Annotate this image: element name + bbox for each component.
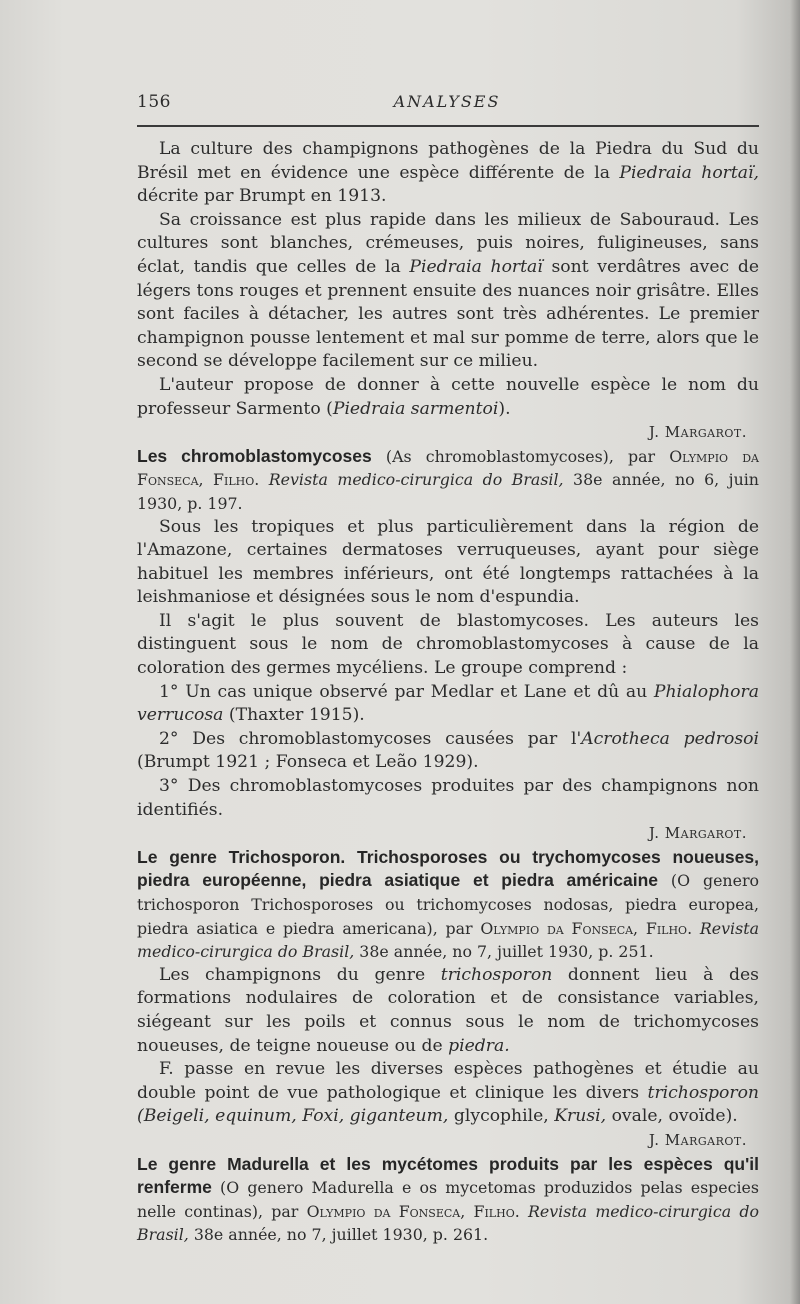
text: Les champignons du genre <box>159 964 441 985</box>
s3-paragraph-2 <box>137 1058 759 1129</box>
text: 2° Des chromoblastomycoses causées par l' <box>159 728 582 749</box>
journal-name: Revista medico-cirurgica do Brasil, <box>137 1201 759 1245</box>
s4-heading <box>137 1153 759 1247</box>
text: décrite par Brumpt en 1913. <box>137 186 387 207</box>
journal-name: Revista medico-cirurgica do Brasil, <box>137 918 759 962</box>
s2-item-2 <box>137 728 759 775</box>
text: 1° Un cas unique observé par Medlar et Lane et dû au <box>159 681 654 702</box>
text: (O genero trichosporon Trichosporoses ou trichomycoses nodosas, piedra europea, piedra asiatica e piedra americana), par <box>137 871 760 938</box>
text: sont verdâtres avec de légers tons rouges et prennent ensuite des nuances noir grisâtre. Elles sont faciles à détacher, les autres sont très adhérentes. Le premier champignon pousse lentement et mal sur pomme de terre, alors que le second se développe facilement sur ce milieu. <box>137 256 759 372</box>
text: ). <box>498 398 511 419</box>
text: donnent lieu à des formations nodulaires de coloration et de consistance variables, siégeant sur les poils et connus sous le nom de trichomycoses noueuses, de teigne noueuse ou de <box>137 964 760 1056</box>
text: (Brumpt 1921 ; Fonseca et Leão 1929). <box>137 752 479 773</box>
page-content <box>137 138 759 1247</box>
text: 38e année, no 7, juillet 1930, p. 251. <box>354 942 654 962</box>
text: glycophile, <box>448 1106 555 1127</box>
text: ovale, ovoïde). <box>606 1106 738 1127</box>
s2-paragraph-1: Sous les tropiques et plus particulièrement dans la région de l'Amazone, certaines dermatoses verruqueuses, ayant pour siège habituel les membres inférieurs, ont été longtemps rattachées à la leishmaniose et désignées sous le nom d'espundia. <box>137 516 759 608</box>
page-number: 156 <box>137 92 171 112</box>
s2-item-1 <box>137 681 759 728</box>
genus-name: trichosporon <box>440 964 553 985</box>
text: 38e année, no 6, juin 1930, p. 197. <box>137 470 759 513</box>
s1-signature: J. Margarot. <box>648 423 747 442</box>
s3-heading <box>137 846 759 964</box>
text: La culture des champignons pathogènes de la Piedra du Sud du Brésil met en évidence une espèce différente de la <box>137 139 759 183</box>
species-name: Acrotheca pedrosoi <box>581 728 759 749</box>
text: (Thaxter 1915). <box>223 705 365 726</box>
species-name: Phialophora verrucosa <box>137 681 759 726</box>
s3-paragraph-1 <box>137 964 759 1058</box>
author: Olympio da Fonseca, Filho. <box>306 1201 520 1221</box>
article-title: Le genre Trichosporon. Trichosporoses ou trychomycoses noueuses, piedra européenne, piedra asiatique et piedra américaine <box>137 846 759 891</box>
text: L'auteur propose de donner à cette nouvelle espèce le nom du professeur Sarmento ( <box>137 374 759 419</box>
s3-signature: J. Margarot. <box>648 1130 747 1149</box>
s2-signature: J. Margarot. <box>648 824 747 843</box>
text: 38e année, no 7, juillet 1930, p. 261. <box>188 1225 489 1245</box>
text: (As chromoblastomycoses), par <box>371 446 670 466</box>
text: (O genero Madurella e os mycetomas produzidos pelas especies nelle continas), par <box>137 1178 759 1221</box>
page-spine-shadow <box>790 0 800 1304</box>
term: piedra. <box>448 1035 510 1056</box>
s2-heading <box>137 445 759 516</box>
author: Olympio da Fonseca, Filho. <box>137 446 759 490</box>
species-name: Krusi, <box>554 1106 607 1127</box>
species-list: trichosporon (Beigeli, equinum, Foxi, giganteum, <box>137 1082 759 1127</box>
author: Olympio da Fonseca, Filho. <box>480 918 693 938</box>
text: F. passe en revue les diverses espèces pathogènes et étudie au double point de vue pathologique et clinique les divers <box>137 1059 759 1103</box>
article-title: Le genre Madurella et les mycétomes produits par les espèces qu'il renferme <box>137 1153 759 1198</box>
running-head: ANALYSES <box>393 92 501 111</box>
text: Sa croissance est plus rapide dans les milieux de Sabouraud. Les cultures sont blanches, crémeuses, puis noires, fuligineuses, sans éclat, tandis que celles de la <box>137 209 759 277</box>
article-title: Les chromoblastomycoses <box>137 445 372 466</box>
journal-name: Revista medico-cirurgica do Brasil, <box>259 470 564 490</box>
s1-paragraph-3 <box>137 374 759 421</box>
species-name: Piedraia hortaï <box>409 256 543 277</box>
s2-paragraph-2: Il s'agit le plus souvent de blastomycoses. Les auteurs les distinguent sous le nom de chromoblastomycoses à cause de la coloration des germes mycéliens. Le groupe comprend : <box>137 610 759 679</box>
page-header <box>137 92 757 116</box>
species-name: Piedraia sarmentoi <box>332 398 499 419</box>
s2-item-3: 3° Des chromoblastomycoses produites par des champignons non identifiés. <box>137 776 759 820</box>
header-rule <box>137 125 759 127</box>
s1-paragraph-1 <box>137 138 759 209</box>
s1-paragraph-2 <box>137 209 759 374</box>
species-name: Piedraia hortaï, <box>619 162 759 183</box>
